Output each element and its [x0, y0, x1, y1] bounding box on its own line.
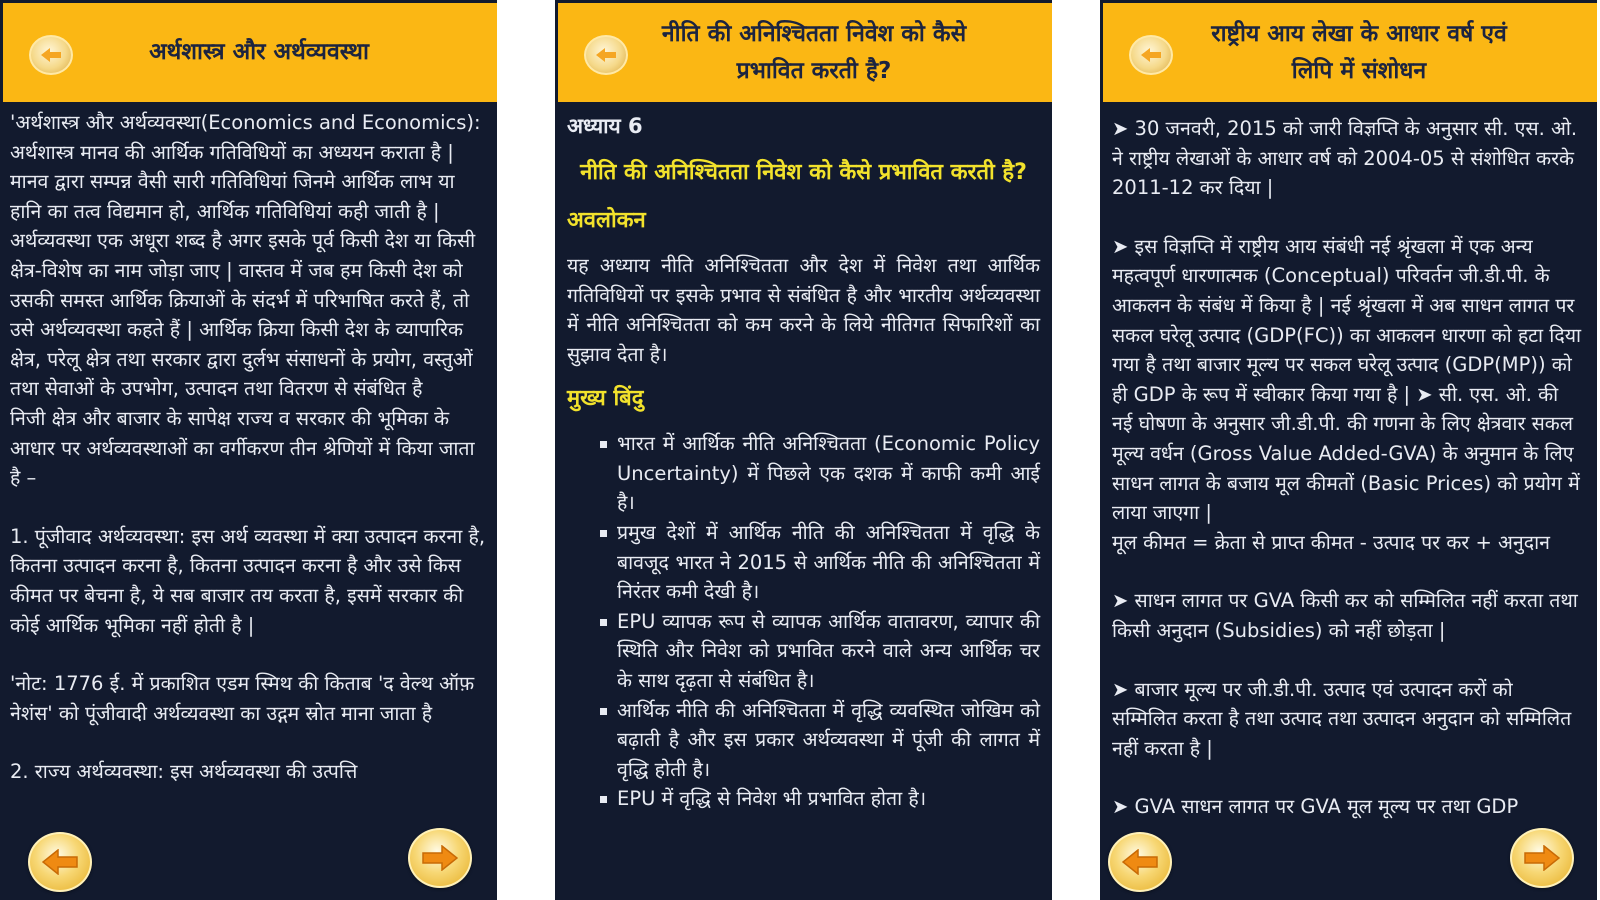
list-item: ➤ GVA साधन लागत पर GVA मूल मूल्य पर तथा GDP	[1112, 795, 1519, 819]
article-content	[567, 108, 1040, 900]
next-arrow-icon	[1524, 845, 1560, 871]
chapter-label: अध्याय 6	[567, 114, 643, 138]
page-title: राष्ट्रीय आय लेखा के आधार वर्ष एवं लिपि में संशोधन	[1211, 20, 1507, 84]
list-item: प्रमुख देशों में आर्थिक नीति की अनिश्चितता में वृद्धि के बावजूद भारत ने 2015 से आर्थिक नीति की अनिश्चितता में निरंतर कमी देखी है।	[617, 518, 1040, 607]
list-item: ➤ बाजार मूल्य पर जी.डी.पी. उत्पाद एवं उत्पादन करों को सम्मिलित करता है तथा उत्पाद तथा उत्पादन अनुदान को सम्मिलित नहीं करता है |	[1112, 677, 1572, 760]
back-arrow-icon	[40, 47, 62, 63]
article-heading: नीति की अनिश्चितता निवेश को कैसे प्रभावित करती है?	[580, 159, 1027, 185]
article-paragraph: अर्थव्यवस्था एक अधूरा शब्द है अगर इसके पूर्व किसी देश या किसी क्षेत्र-विशेष का नाम जोड़ा जाए | वास्तव में जब हम किसी देश को उसकी समस्त आर्थिक क्रियाओं के संदर्भ में परिभाषित करते हैं, तो उसे अर्थव्यवस्था कहते हैं | आर्थिक क्रिया किसी देश के व्यापारिक क्षेत्र, परेलू क्षेत्र तथा सरकार द्वारा दुर्लभ संसाधनों के प्रयोग, वस्तुओं तथा सेवाओं के उपभोग, उत्पादन तथा वितरण से संबंधित है	[10, 229, 476, 401]
next-page-button[interactable]	[408, 828, 472, 888]
key-points-list	[567, 429, 1040, 814]
list-item: EPU में वृद्धि से निवेश भी प्रभावित होता है।	[617, 784, 1040, 814]
article-paragraph: 'नोट: 1776 ई. में प्रकाशित एडम स्मिथ की किताब 'द वेल्थ ऑफ़ नेशंस' को पूंजीवादी अर्थव्यवस्था का उद्गम स्रोत माना जाता है	[10, 672, 475, 725]
formula-text: मूल कीमत = क्रेता से प्राप्त कीमत - उत्पाद पर कर + अनुदान	[1112, 530, 1550, 554]
article-paragraph: 2. राज्य अर्थव्यवस्था: इस अर्थव्यवस्था की उत्पत्ति	[10, 760, 358, 784]
list-item: ➤ साधन लागत पर GVA किसी कर को सम्मिलित नहीं करता तथा किसी अनुदान (Subsidies) को नहीं छोड़ता |	[1112, 589, 1578, 642]
article-content	[1112, 114, 1583, 900]
back-button[interactable]	[29, 35, 73, 75]
header-bar	[3, 3, 497, 102]
next-arrow-icon	[422, 845, 458, 871]
page-title: नीति की अनिश्चितता निवेश को कैसे प्रभावित करती है?	[661, 20, 967, 84]
prev-page-button[interactable]	[1108, 832, 1172, 892]
article-paragraph: अर्थशास्त्र मानव की आर्थिक गतिविधियों का अध्ययन कराता है | मानव द्वारा सम्पन्न वैसी सारी गतिविधियां जिनमे आर्थिक लाभ या हानि का तत्व विद्यमान हो, आर्थिक गतिविधियां कही जाती है |	[10, 140, 455, 223]
list-item: EPU व्यापक रूप से व्यापक आर्थिक वातावरण, व्यापार की स्थिति और निवेश को प्रभावित करने वाले अन्य आर्थिक चर के साथ दृढ़ता से संबंधित है।	[617, 607, 1040, 696]
prev-arrow-icon	[1122, 849, 1158, 875]
section-heading-key-points: मुख्य बिंदु	[567, 385, 644, 411]
bullet-arrow-icon: ➤	[1112, 234, 1129, 258]
list-item: आर्थिक नीति की अनिश्चितता में वृद्धि व्यवस्थित जोखिम को बढ़ाती है और इस प्रकार अर्थव्यवस्था में पूंजी की लागत में वृद्धि होती है।	[617, 696, 1040, 785]
header-bar	[558, 3, 1052, 102]
screen-panel-economics	[0, 0, 497, 900]
screen-panel-national-income	[1100, 0, 1597, 900]
bullet-arrow-icon: ➤	[1112, 677, 1129, 701]
back-button[interactable]	[584, 35, 628, 75]
page-title: अर्थशास्त्र और अर्थव्यवस्था	[149, 39, 369, 65]
bullet-arrow-icon: ➤	[1112, 117, 1129, 140]
prev-page-button[interactable]	[28, 832, 92, 892]
list-item: ➤ 30 जनवरी, 2015 को जारी विज्ञप्ति के अनुसार सी. एस. ओ. ने राष्ट्रीय लेखाओं के आधार वर्ष को 2004-05 से संशोधित करके 2011-12 कर दिया |	[1112, 117, 1578, 200]
article-paragraph: 1. पूंजीवाद अर्थव्यवस्था: इस अर्थ व्यवस्था में क्या उत्पादन करना है, कितना उत्पादन करना है, कितना उत्पादन करना है और उसे किस कीमत पर बेचना है, ये सब बाजार तय करता है, इसमें सरकार की कोई आर्थिक भूमिका नहीं होती है |	[10, 524, 486, 637]
article-content	[10, 108, 489, 900]
header-bar	[1103, 3, 1597, 102]
prev-arrow-icon	[42, 849, 78, 875]
section-heading-overview: अवलोकन	[567, 207, 646, 233]
overview-paragraph: यह अध्याय नीति अनिश्चितता और देश में निवेश तथा आर्थिक गतिविधियों पर इसके प्रभाव से संबंधित है और भारतीय अर्थव्यवस्था में नीति अनिश्चितता को कम करने के लिये नीतिगत सिफारिशों का सुझाव देता है।	[567, 254, 1040, 366]
back-button[interactable]	[1129, 35, 1173, 75]
article-paragraph: 'अर्थशास्त्र और अर्थव्यवस्था(Economics and Economics):	[10, 111, 481, 134]
back-arrow-icon	[595, 47, 617, 63]
list-item: ➤ इस विज्ञप्ति में राष्ट्रीय आय संबंधी नई श्रृंखला में एक अन्य महत्वपूर्ण धारणात्मक (Conceptual) परिवर्तन जी.डी.पी. के आकलन के संबंध में किया है | नई श्रृंखला में अब साधन लागत पर सकल घरेलू उत्पाद (GDP(FC)) का आकलन धारणा को हटा दिया गया है तथा बाजार मूल्य पर सकल घरेलू उत्पाद (GDP(MP)) को ही GDP के रूप में स्वीकार किया गया है | ➤ सी. एस. ओ. की नई घोषणा के अनुसार जी.डी.पी. की गणना के लिए क्षेत्रवार सकल मूल्य वर्धन (Gross Value Added-GVA) के अनुमान के लिए साधन लागत के बजाय मूल कीमतों (Basic Prices) को प्रयोग में लाया जाएगा |	[1112, 234, 1582, 525]
list-item: भारत में आर्थिक नीति अनिश्चितता (Economic Policy Uncertainty) में पिछले एक दशक में काफी कमी आई है।	[617, 429, 1040, 518]
article-paragraph: निजी क्षेत्र और बाजार के सापेक्ष राज्य व सरकार की भूमिका के आधार पर अर्थव्यवस्थाओं का वर्गीकरण तीन श्रेणियों में किया जाता है –	[10, 406, 475, 490]
next-page-button[interactable]	[1510, 828, 1574, 888]
screen-panel-policy-uncertainty	[555, 0, 1052, 900]
back-arrow-icon	[1140, 47, 1162, 63]
bullet-arrow-icon: ➤	[1112, 589, 1129, 613]
bullet-arrow-icon: ➤	[1112, 795, 1129, 819]
